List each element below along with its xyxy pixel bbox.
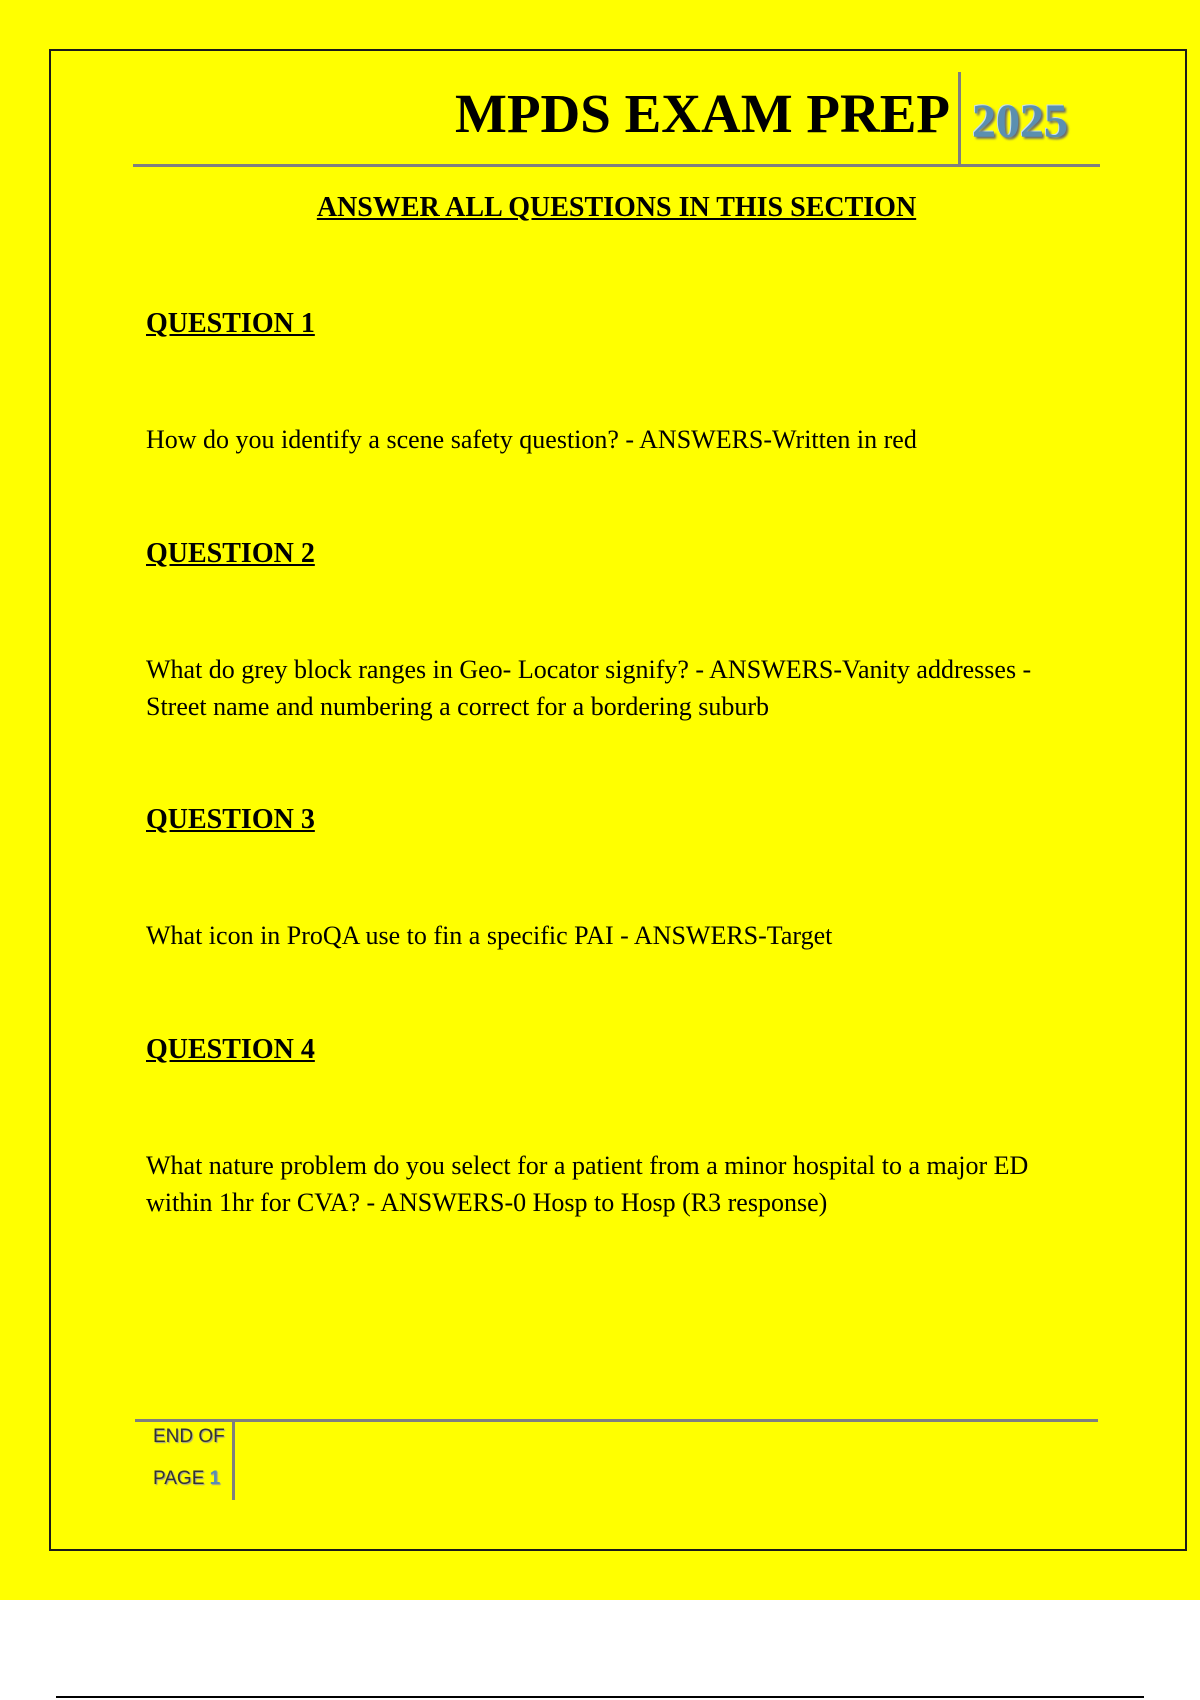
page-title: MPDS EXAM PREP (455, 83, 950, 144)
footer-page-number: 1 (209, 1468, 221, 1489)
page-frame (49, 49, 1187, 1551)
header-year: 2025 (972, 95, 1068, 148)
footer-page-word: PAGE (153, 1468, 205, 1489)
question-4-text: What nature problem do you select for a patient from a minor hospital to a major ED within 1hr for CVA? - ANSWERS-0 Hosp to Hosp (R3 response) (146, 1151, 1029, 1217)
section-heading: ANSWER ALL QUESTIONS IN THIS SECTION (316, 192, 917, 223)
bottom-rule (56, 1696, 1144, 1698)
question-3-text: What icon in ProQA use to fin a specific PAI - ANSWERS-Target (146, 921, 833, 950)
header-divider (958, 72, 961, 164)
page-header (133, 72, 1100, 167)
footer-end-of: END OF (153, 1426, 225, 1447)
question-1-text: How do you identify a scene safety question? - ANSWERS-Written in red (146, 425, 917, 454)
question-4-label: QUESTION 4 (146, 1034, 315, 1065)
footer-page-label (153, 1468, 220, 1490)
question-1-label: QUESTION 1 (146, 308, 315, 339)
question-3-label: QUESTION 3 (146, 804, 315, 835)
question-2-text: What do grey block ranges in Geo- Locator signify? - ANSWERS-Vanity addresses - Street name and numbering a correct for a bordering suburb (146, 655, 1032, 721)
question-2-label: QUESTION 2 (146, 538, 315, 569)
footer-divider (232, 1422, 235, 1500)
footer-rule (135, 1419, 1098, 1422)
